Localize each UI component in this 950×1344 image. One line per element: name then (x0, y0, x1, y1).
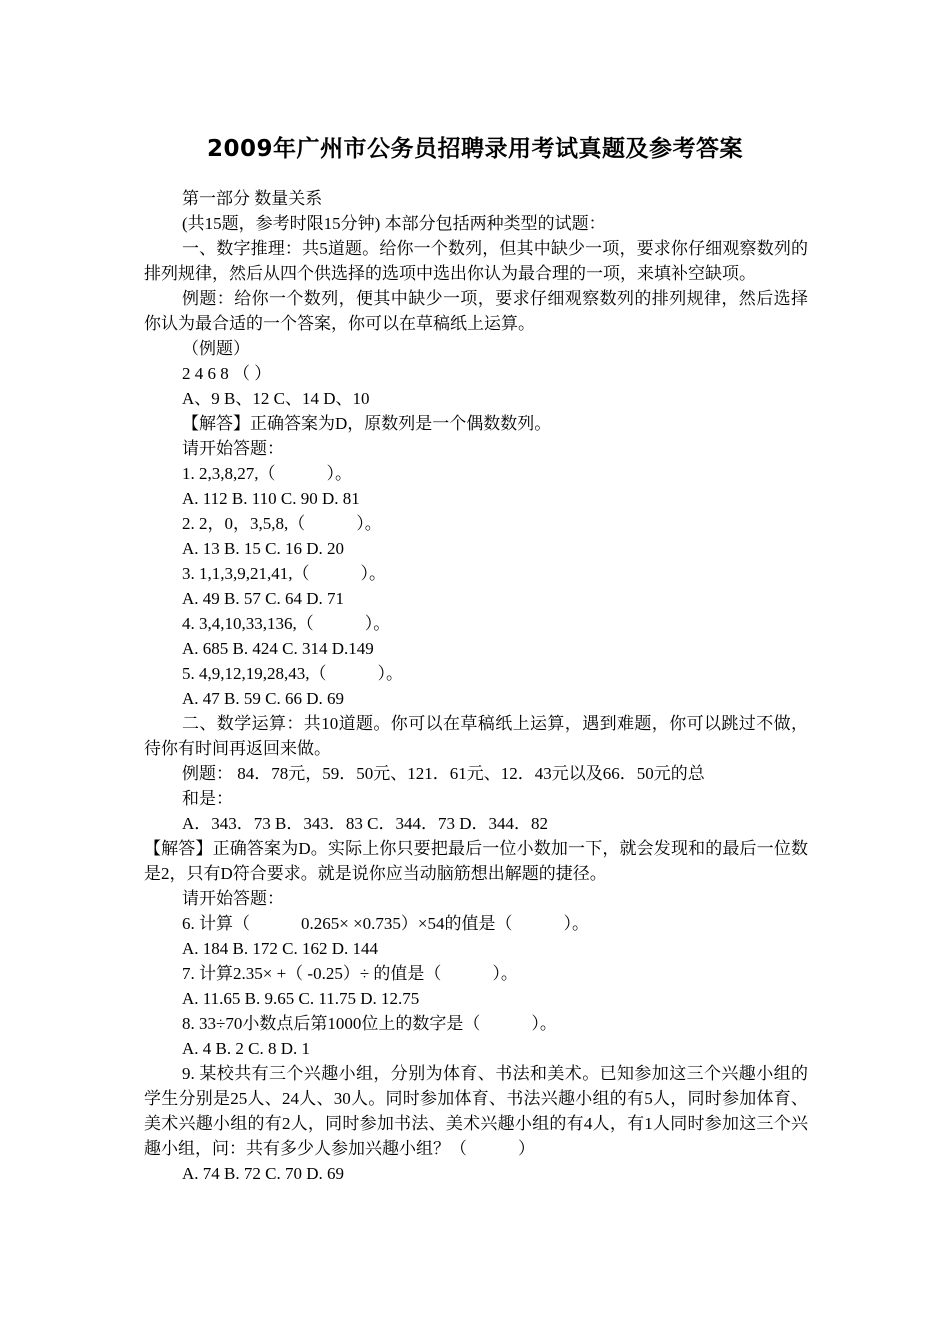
question-9-options: A. 74 B. 72 C. 70 D. 69 (182, 1164, 344, 1183)
example-2-question-cont: 和是： (182, 789, 233, 808)
question-8: 8. 33÷70小数点后第1000位上的数字是（ ）。 (182, 1014, 557, 1033)
question-3: 3. 1,1,3,9,21,41,（ ）。 (182, 564, 386, 583)
example-answer: 【解答】正确答案为D，原数列是一个偶数数列。 (182, 414, 552, 433)
question-4: 4. 3,4,10,33,136,（ ）。 (182, 614, 391, 633)
question-6-options: A. 184 B. 172 C. 162 D. 144 (182, 939, 378, 958)
question-5-options: A. 47 B. 59 C. 66 D. 69 (182, 689, 344, 708)
example-options: A、9 B、12 C、14 D、10 (182, 389, 370, 408)
question-4-options: A. 685 B. 424 C. 314 D.149 (182, 639, 374, 658)
part-one-instructions: 一、数字推理：共5道题。给你一个数列，但其中缺少一项，要求你仔细观察数列的排列规律，然后从四个供选择的选项中选出你认为最合理的一项，来填补空缺项。 (144, 239, 808, 283)
start-prompt-2: 请开始答题： (182, 889, 284, 908)
question-2: 2. 2，0，3,5,8,（ ）。 (182, 514, 382, 533)
question-1-options: A. 112 B. 110 C. 90 D. 81 (182, 489, 360, 508)
part-two-instructions: 二、数学运算：共10道题。你可以在草稿纸上运算，遇到难题，你可以跳过不做，待你有时间再返回来做。 (144, 714, 808, 758)
question-7-options: A. 11.65 B. 9.65 C. 11.75 D. 12.75 (182, 989, 420, 1008)
example-description: 例题：给你一个数列，便其中缺少一项，要求仔细观察数列的排列规律，然后选择你认为最合适的一个答案，你可以在草稿纸上运算。 (144, 289, 808, 333)
question-8-options: A. 4 B. 2 C. 8 D. 1 (182, 1039, 310, 1058)
document-title: 2009年广州市公务员招聘录用考试真题及参考答案 (206, 136, 743, 162)
example-sequence: 2 4 6 8 （ ） (182, 364, 272, 383)
question-7: 7. 计算2.35× +（ -0.25）÷ 的值是（ ）。 (182, 964, 518, 983)
example-2-question: 例题： 84．78元，59．50元、121．61元、12．43元以及66．50元的总 (182, 764, 705, 783)
question-6: 6. 计算（ 0.265× ×0.735）×54的值是（ ）。 (182, 914, 590, 933)
section-intro: (共15题，参考时限15分钟) 本部分包括两种类型的试题： (182, 214, 606, 233)
document-body (144, 186, 808, 1186)
example-2-options: A．343．73 B．343．83 C．344．73 D．344．82 (182, 814, 548, 833)
question-5: 5. 4,9,12,19,28,43,（ ）。 (182, 664, 403, 683)
section-heading: 第一部分 数量关系 (182, 189, 323, 208)
example-2-answer: 【解答】正确答案为D。实际上你只要把最后一位小数加一下，就会发现和的最后一位数是2，只有D符合要求。就是说你应当动脑筋想出解题的捷径。 (144, 839, 808, 883)
question-9: 9. 某校共有三个兴趣小组，分别为体育、书法和美术。已知参加这三个兴趣小组的学生分别是25人、24人、30人。同时参加体育、书法兴趣小组的有5人，同时参加体育、美术兴趣小组的有2人，同时参加书法、美术兴趣小组的有4人，有1人同时参加这三个兴趣小组，问：共有多少人参加兴趣小组？（ ） (144, 1064, 808, 1158)
example-label: （例题） (182, 339, 250, 358)
start-prompt: 请开始答题： (182, 439, 284, 458)
question-2-options: A. 13 B. 15 C. 16 D. 20 (182, 539, 344, 558)
question-3-options: A. 49 B. 57 C. 64 D. 71 (182, 589, 344, 608)
question-1: 1. 2,3,8,27,（ ）。 (182, 464, 352, 483)
